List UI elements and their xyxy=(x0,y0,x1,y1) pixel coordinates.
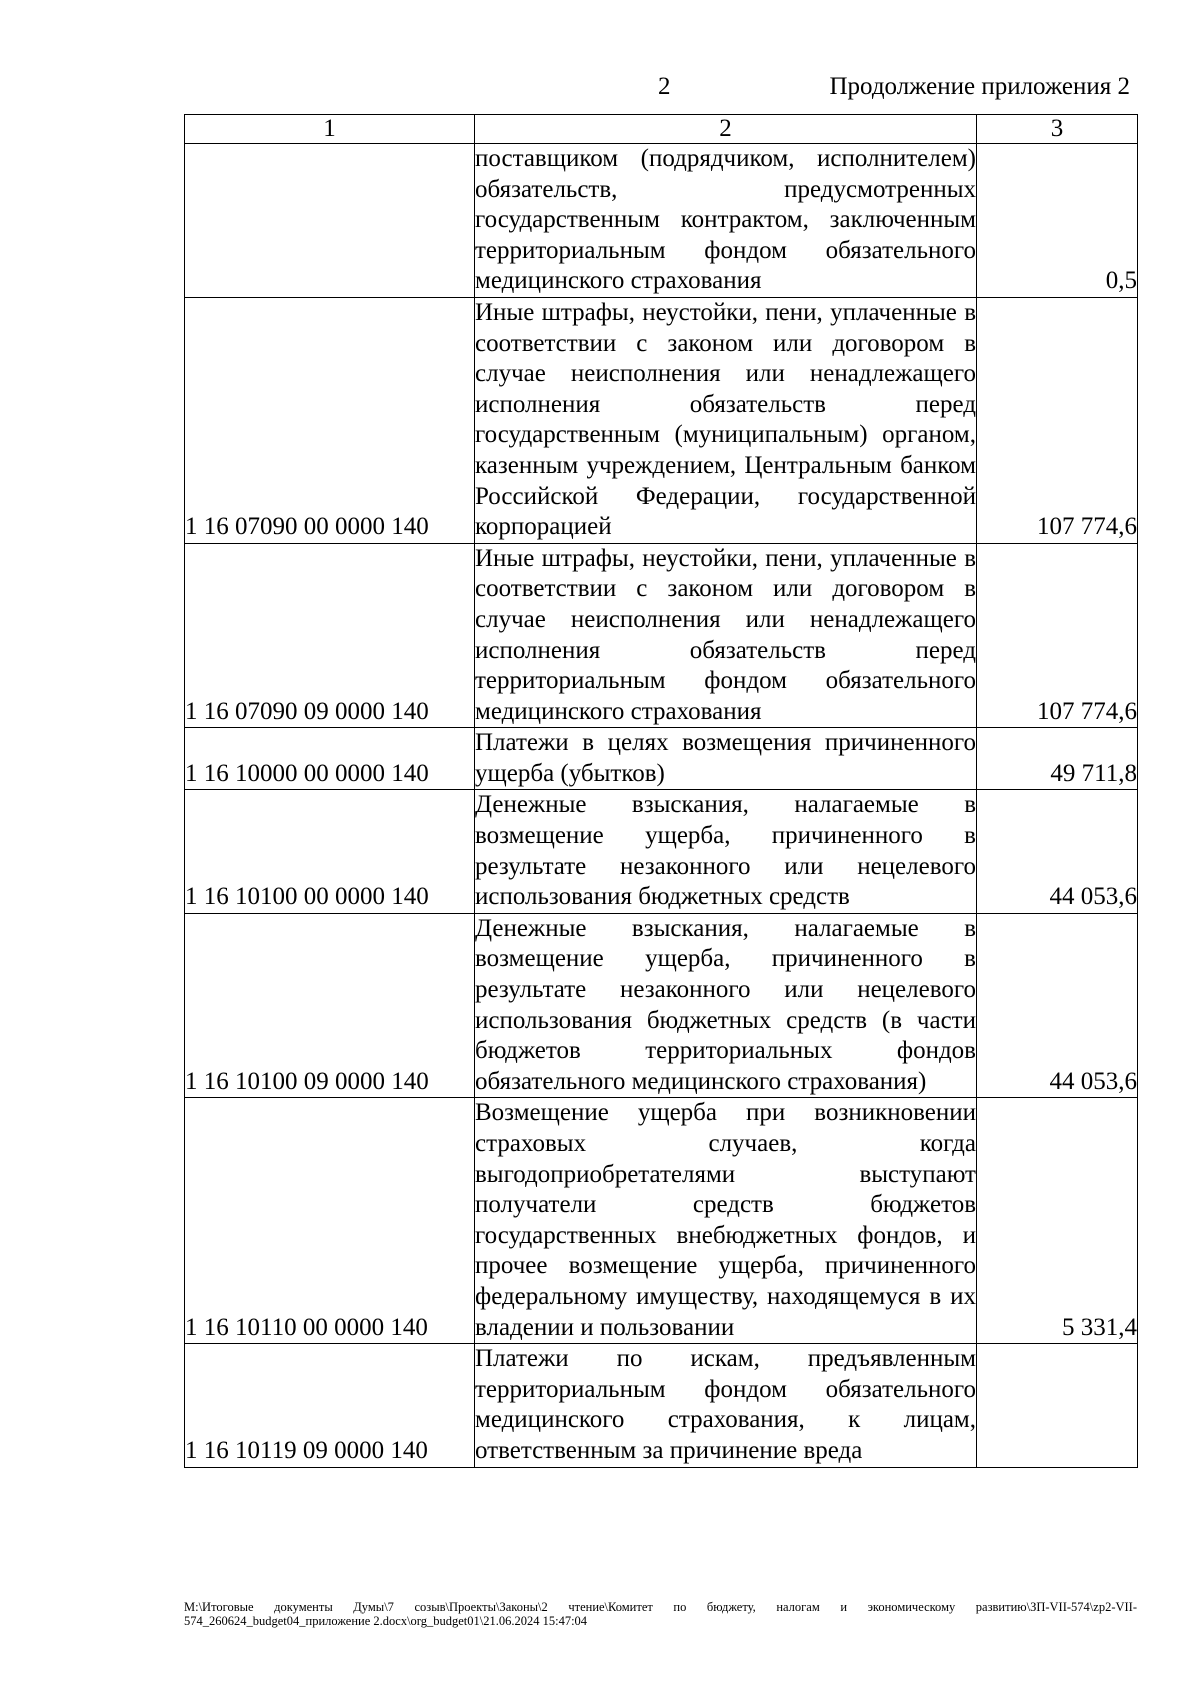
column-header-description: 2 xyxy=(475,115,977,144)
column-header-amount: 3 xyxy=(977,115,1138,144)
row-code xyxy=(185,144,475,298)
row-code: 1 16 10110 00 0000 140 xyxy=(185,1098,475,1344)
table-row xyxy=(185,144,1138,298)
table-row xyxy=(185,790,1138,913)
row-code: 1 16 10000 00 0000 140 xyxy=(185,728,475,790)
row-amount: 107 774,6 xyxy=(977,297,1138,543)
row-code: 1 16 07090 00 0000 140 xyxy=(185,297,475,543)
row-description: Возмещение ущерба при возникновении страховых случаев, когда выгодоприобретателями выступают получатели средств бюджетов государственных внебюджетных фондов, и прочее возмещение ущерба, причиненного федеральному имуществу, находящемуся в их владении и пользовании xyxy=(475,1098,977,1344)
row-description: Иные штрафы, неустойки, пени, уплаченные в соответствии с законом или договором в случае неисполнения или ненадлежащего исполнения обязательств перед государственным (муниципальным) органом, казенным учреждением, Центральным банком Российской Федерации, государственной корпорацией xyxy=(475,297,977,543)
row-description: Иные штрафы, неустойки, пени, уплаченные в соответствии с законом или договором в случае неисполнения или ненадлежащего исполнения обязательств перед территориальным фондом обязательного медицинского страхования xyxy=(475,543,977,728)
table-header-row xyxy=(185,115,1138,144)
row-description: Денежные взыскания, налагаемые в возмещение ущерба, причиненного в результате незаконного или нецелевого использования бюджетных средств xyxy=(475,790,977,913)
table-row xyxy=(185,728,1138,790)
page-number: 2 xyxy=(658,73,671,100)
appendix-continuation-note: Продолжение приложения 2 xyxy=(829,73,1130,100)
row-description: поставщиком (подрядчиком, исполнителем) обязательств, предусмотренных государственным контрактом, заключенным территориальным фондом обязательного медицинского страхования xyxy=(475,144,977,298)
row-code: 1 16 10100 00 0000 140 xyxy=(185,790,475,913)
table-row xyxy=(185,913,1138,1098)
row-amount xyxy=(977,1344,1138,1467)
table-row xyxy=(185,1098,1138,1344)
row-code: 1 16 10119 09 0000 140 xyxy=(185,1344,475,1467)
table-row xyxy=(185,1344,1138,1467)
row-amount: 5 331,4 xyxy=(977,1098,1138,1344)
row-amount: 0,5 xyxy=(977,144,1138,298)
budget-revenue-table xyxy=(184,114,1138,1468)
row-code: 1 16 10100 09 0000 140 xyxy=(185,913,475,1098)
column-header-code: 1 xyxy=(185,115,475,144)
row-description: Платежи по искам, предъявленным территориальным фондом обязательного медицинского страхования, к лицам, ответственным за причинение вреда xyxy=(475,1344,977,1467)
row-description: Денежные взыскания, налагаемые в возмещение ущерба, причиненного в результате незаконного или нецелевого использования бюджетных средств (в части бюджетов территориальных фондов обязательного медицинского страхования) xyxy=(475,913,977,1098)
row-amount: 44 053,6 xyxy=(977,913,1138,1098)
row-amount: 44 053,6 xyxy=(977,790,1138,913)
row-amount: 107 774,6 xyxy=(977,543,1138,728)
document-file-path-footer: M:\Итоговые документы Думы\7 созыв\Проекты\Законы\2 чтение\Комитет по бюджету, налогам и экономическому развитию\ЗП-VII-574\zp2-VII-574_260624_budget04_приложение 2.docx\org_budget01\21.06.2024 15:47:04 xyxy=(184,1600,1137,1628)
row-code: 1 16 07090 09 0000 140 xyxy=(185,543,475,728)
table-row xyxy=(185,543,1138,728)
table-row xyxy=(185,297,1138,543)
row-amount: 49 711,8 xyxy=(977,728,1138,790)
row-description: Платежи в целях возмещения причиненного ущерба (убытков) xyxy=(475,728,977,790)
